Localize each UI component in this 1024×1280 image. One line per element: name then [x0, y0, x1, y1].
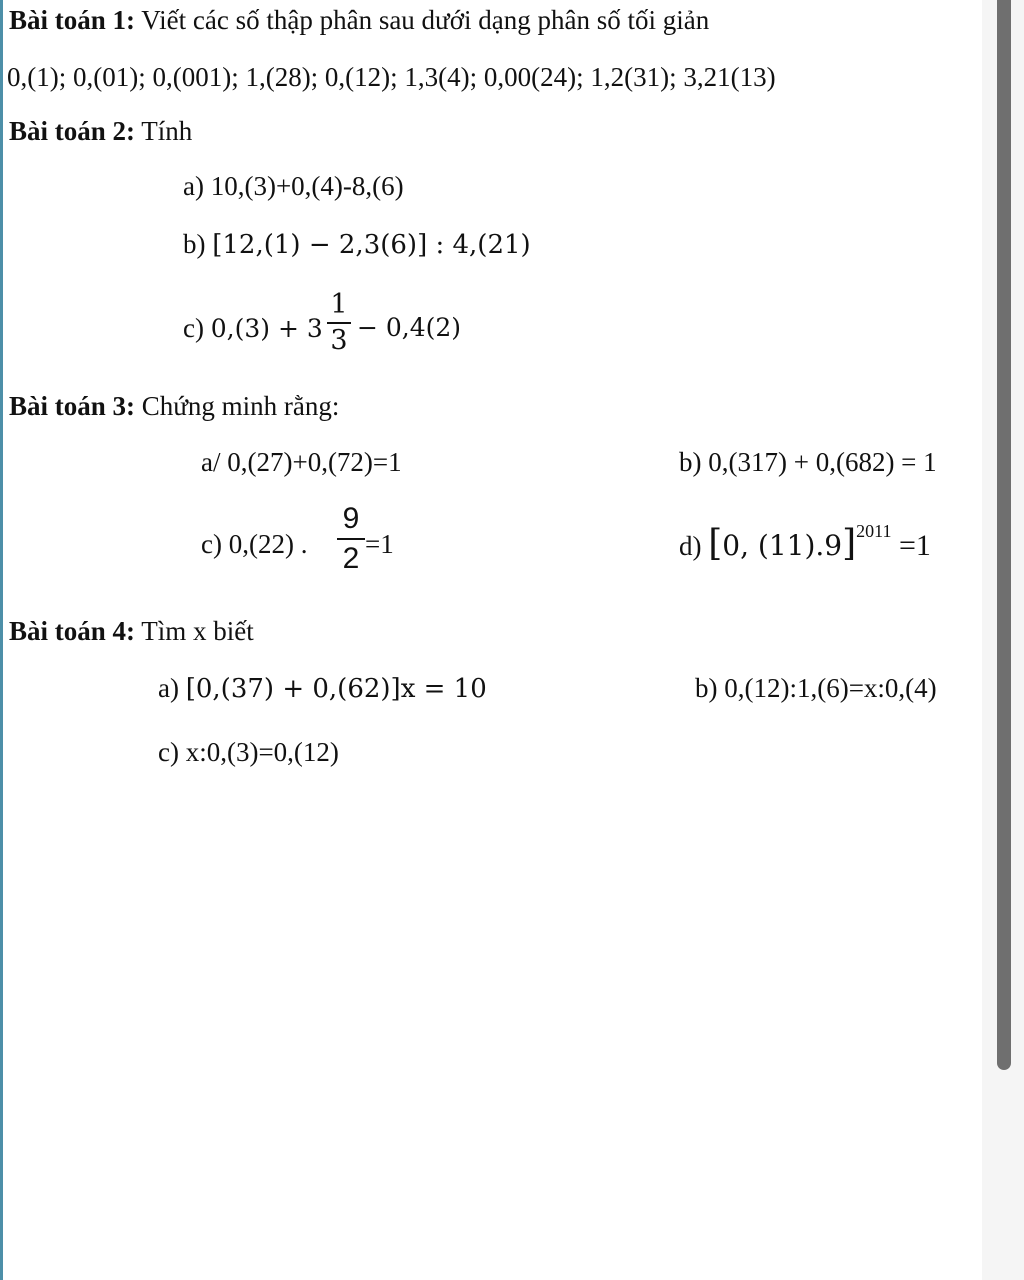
problem-3-item-b: b) 0,(317) + 0,(682) = 1	[679, 447, 937, 477]
problem-2-label: Bài toán 2:	[9, 116, 136, 146]
problem-3-item-c-denominator: 2	[342, 542, 360, 575]
fraction-bar	[327, 322, 351, 324]
problem-3-item-d	[679, 521, 931, 565]
problem-3-item-a: a/ 0,(27)+0,(72)=1	[201, 447, 402, 477]
problem-3-item-c-fraction	[337, 502, 365, 576]
problem-2-item-c-fraction	[327, 290, 351, 356]
problem-2-item-c-label: c)	[183, 313, 204, 343]
problem-2-item-c-expression-start: 0,(3) + 3	[210, 314, 323, 343]
problem-2-item-c-expression-end: − 0,4(2)	[357, 313, 462, 342]
problem-4-item-c: c) x:0,(3)=0,(12)	[158, 737, 339, 767]
problem-3-title	[9, 390, 339, 422]
problem-2-instruction: Tính	[135, 116, 193, 146]
problem-3-item-d-exponent: 2011	[856, 521, 892, 541]
problem-1-title	[9, 4, 709, 36]
problem-4-item-a	[158, 672, 487, 705]
problem-3-item-d-inner: 0, (11).9	[722, 529, 843, 562]
problem-2-item-b-expression: [12,(1) − 2,3(6)] : 4,(21)	[212, 230, 531, 260]
problem-4-title	[9, 615, 254, 647]
problem-2-item-c	[183, 312, 323, 345]
problem-3-item-c-end: =1	[365, 529, 394, 559]
problem-1-instruction: Viết các số thập phân sau dưới dạng phân số tối giản	[135, 5, 710, 35]
problem-3-item-d-open-bracket: [	[708, 523, 723, 564]
problem-3-item-c-numerator: 9	[342, 502, 360, 535]
problem-2-item-a: a) 10,(3)+0,(4)-8,(6)	[183, 171, 404, 201]
problem-2-title	[9, 115, 192, 147]
fraction-bar	[337, 538, 365, 540]
problem-4-label: Bài toán 4:	[9, 616, 136, 646]
problem-2-item-c-numerator: 1	[330, 289, 348, 320]
problem-3-label: Bài toán 3:	[9, 391, 136, 421]
problem-3-item-d-close-bracket: ]	[842, 523, 857, 564]
problem-2-item-b	[183, 228, 531, 261]
problem-1-list: 0,(1); 0,(01); 0,(001); 1,(28); 0,(12); 1,3(4); 0,00(24); 1,2(31); 3,21(13)	[7, 62, 776, 92]
problem-4-item-a-expression: [0,(37) + 0,(62)]x = 10	[185, 674, 487, 704]
problem-2-item-c-denominator: 3	[330, 325, 348, 356]
problem-4-item-b: b) 0,(12):1,(6)=x:0,(4)	[695, 673, 937, 703]
problem-2-item-b-label: b)	[183, 229, 206, 259]
scrollbar-thumb[interactable]	[997, 0, 1011, 1070]
problem-3-instruction: Chứng minh rằng:	[135, 391, 340, 421]
problem-4-instruction: Tìm x biết	[135, 616, 254, 646]
problem-4-item-a-label: a)	[158, 673, 179, 703]
problem-1-label: Bài toán 1:	[9, 5, 136, 35]
problem-3-item-d-result: =1	[891, 529, 931, 562]
problem-3-item-c-start: c) 0,(22) .	[201, 529, 308, 559]
problem-3-item-d-label: d)	[679, 531, 702, 561]
